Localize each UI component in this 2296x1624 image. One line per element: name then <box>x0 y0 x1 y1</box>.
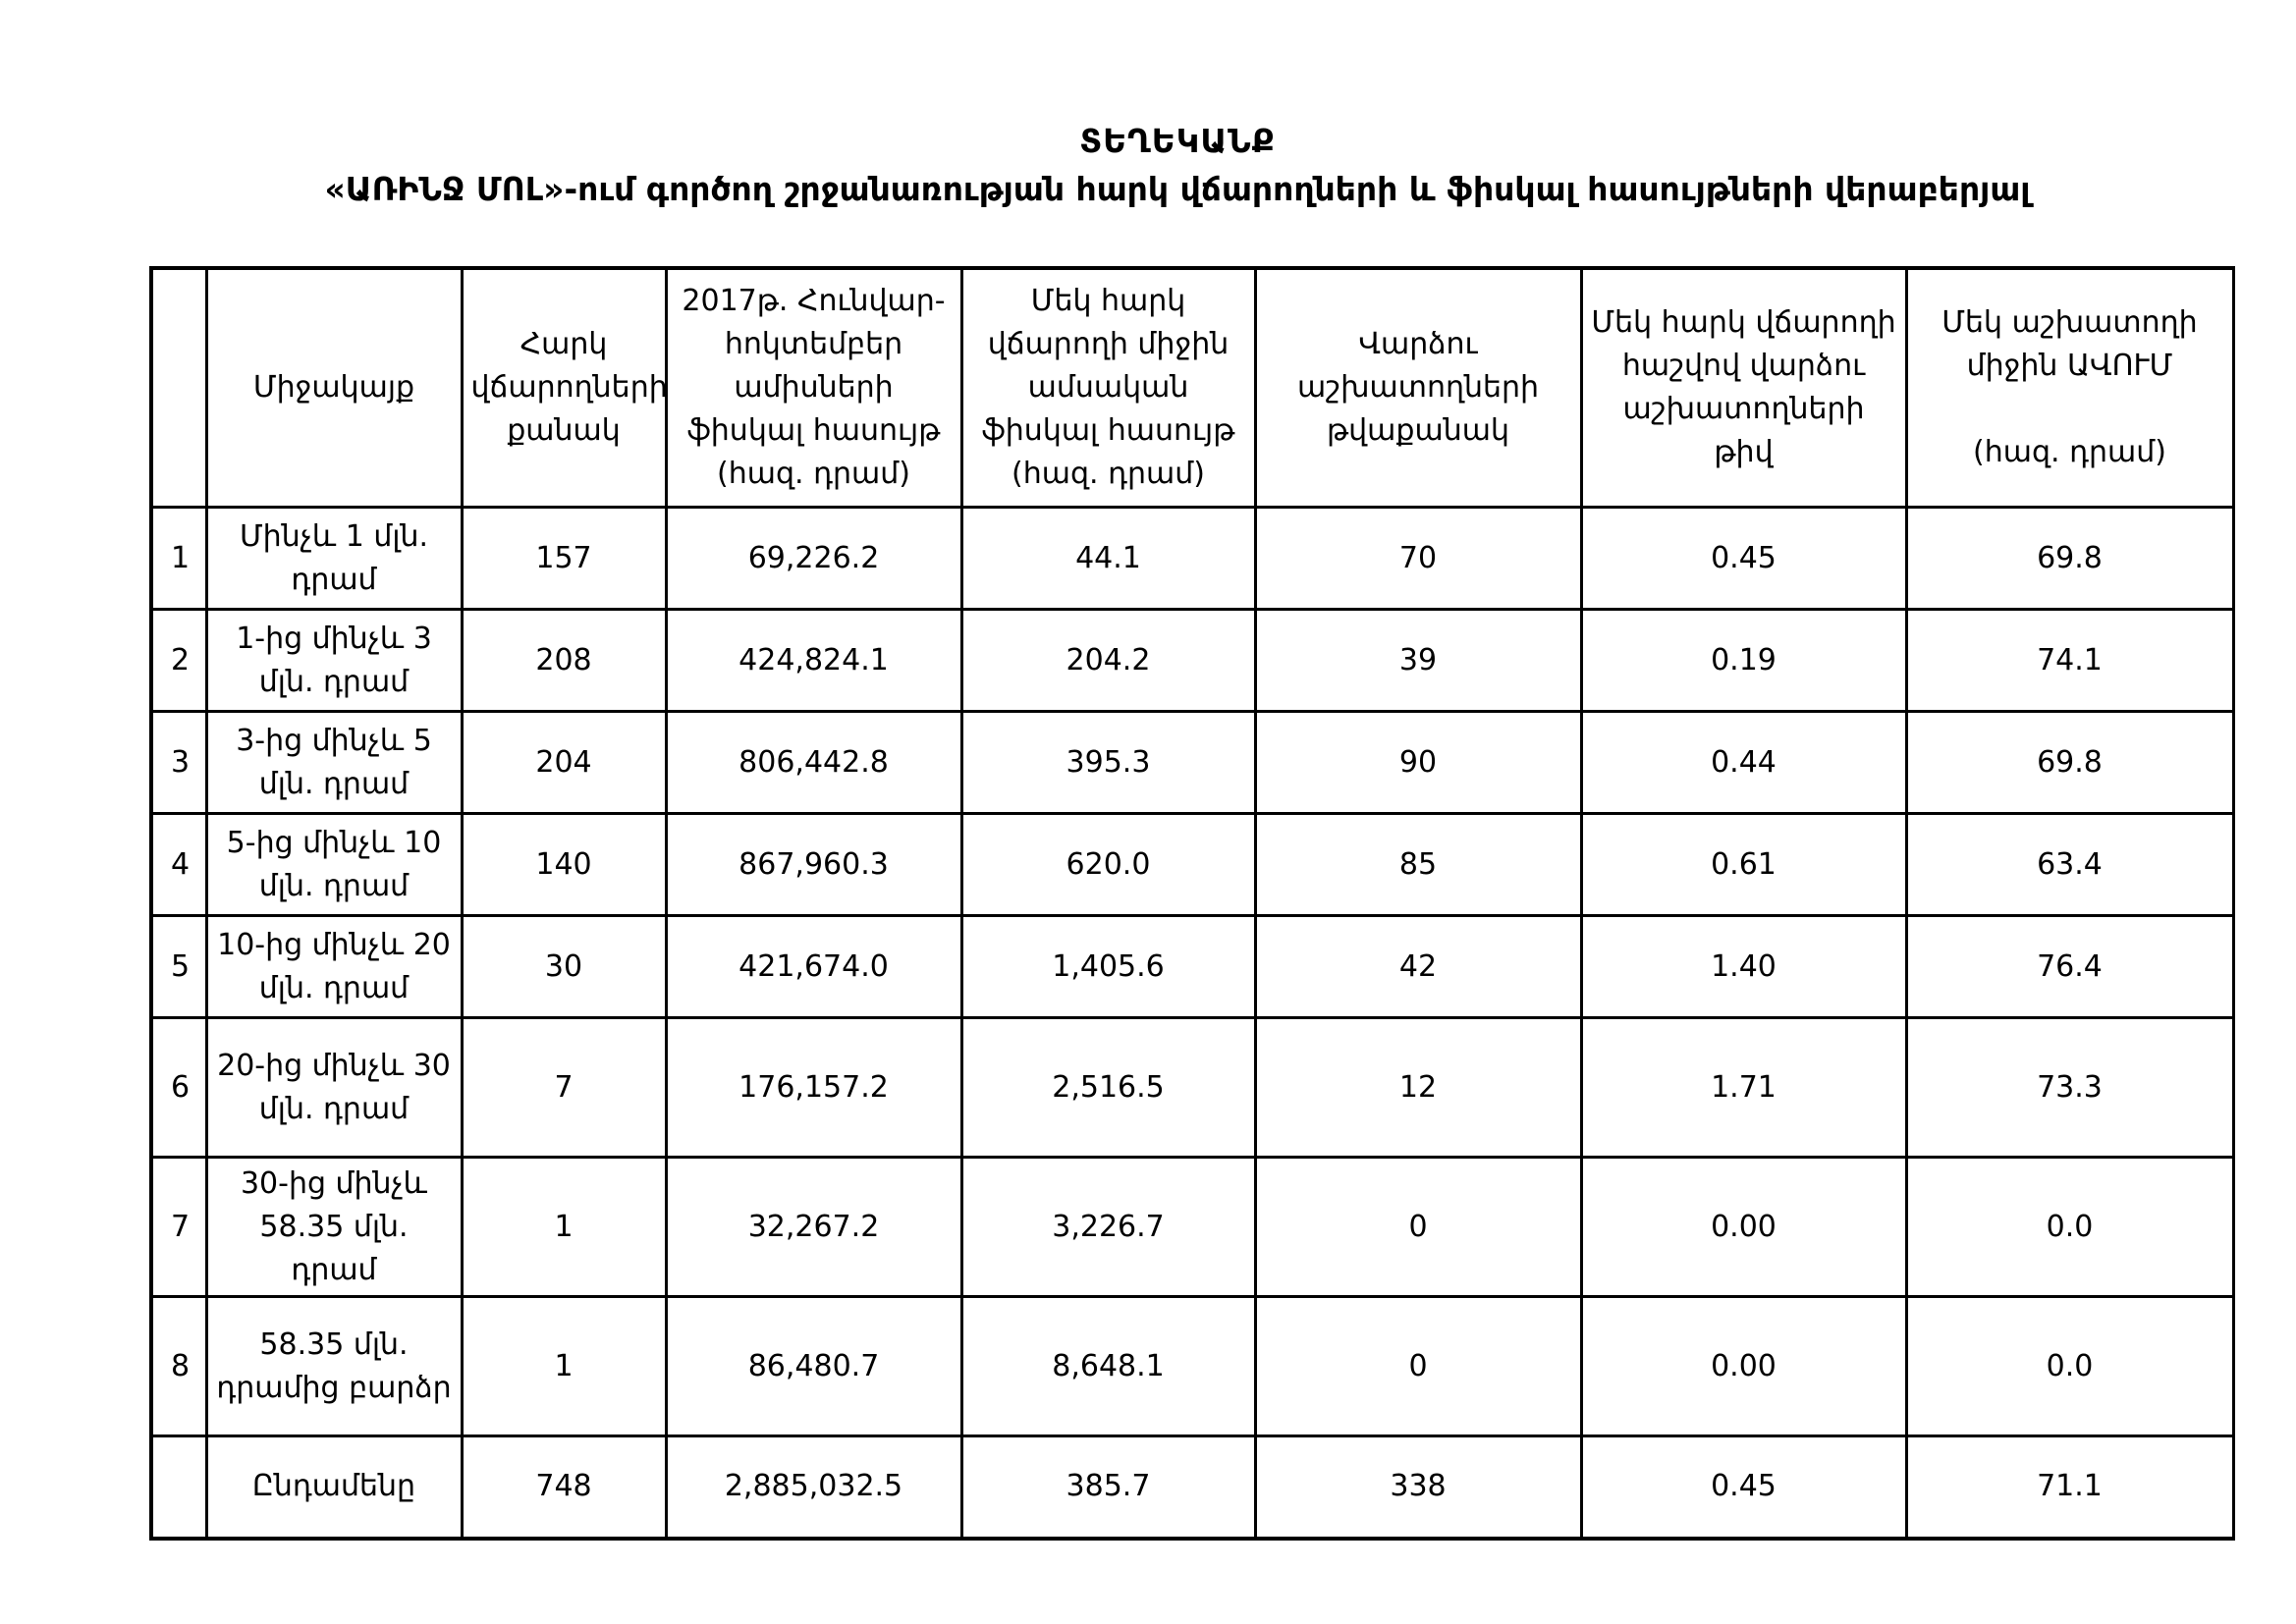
table-row <box>151 1158 2233 1297</box>
employees-cell: 42 <box>1255 916 1581 1018</box>
per-payer-cell: 0.00 <box>1581 1297 1906 1436</box>
payers-count-cell: 140 <box>462 814 666 916</box>
per-payer-cell: 0.44 <box>1581 712 1906 814</box>
range-cell: 10-ից մինչև 20 մլն. դրամ <box>206 916 462 1018</box>
avg-monthly-cell: 8,648.1 <box>961 1297 1255 1436</box>
range-cell: 5-ից մինչև 10 մլն. դրամ <box>206 814 462 916</box>
header-cell-avg-monthly: Մեկ հարկ վճարողի միջին ամսական ֆիսկալ հասույթ (հազ. դրամ) <box>961 268 1255 508</box>
row-number-cell: 1 <box>151 508 206 610</box>
table-row <box>151 712 2233 814</box>
employees-cell: 12 <box>1255 1018 1581 1158</box>
header-cell-number <box>151 268 206 508</box>
total-row <box>151 1436 2233 1539</box>
row-number-cell: 8 <box>151 1297 206 1436</box>
header-cell-avum: Մեկ աշխատողի միջին ԱՎՈՒՄ (հազ. դրամ) <box>1906 268 2233 508</box>
employees-cell: 39 <box>1255 610 1581 712</box>
payers-count-cell: 157 <box>462 508 666 610</box>
avum-cell: 0.0 <box>1906 1297 2233 1436</box>
avg-monthly-cell: 385.7 <box>961 1436 1255 1539</box>
avum-cell: 63.4 <box>1906 814 2233 916</box>
payers-count-cell: 1 <box>462 1158 666 1297</box>
per-payer-cell: 0.19 <box>1581 610 1906 712</box>
revenue-cell: 421,674.0 <box>666 916 961 1018</box>
avum-cell: 69.8 <box>1906 508 2233 610</box>
table-row <box>151 1297 2233 1436</box>
avum-cell: 76.4 <box>1906 916 2233 1018</box>
avg-monthly-cell: 2,516.5 <box>961 1018 1255 1158</box>
range-cell: 20-ից մինչև 30 մլն. դրամ <box>206 1018 462 1158</box>
table-row <box>151 610 2233 712</box>
range-cell: Ընդամենը <box>206 1436 462 1539</box>
avum-cell: 73.3 <box>1906 1018 2233 1158</box>
avg-monthly-cell: 1,405.6 <box>961 916 1255 1018</box>
payers-count-cell: 7 <box>462 1018 666 1158</box>
per-payer-cell: 1.71 <box>1581 1018 1906 1158</box>
avum-cell: 0.0 <box>1906 1158 2233 1297</box>
per-payer-cell: 1.40 <box>1581 916 1906 1018</box>
revenue-cell: 32,267.2 <box>666 1158 961 1297</box>
avum-cell: 69.8 <box>1906 712 2233 814</box>
row-number-cell: 4 <box>151 814 206 916</box>
row-number-cell: 5 <box>151 916 206 1018</box>
header-cell-per-payer: Մեկ հարկ վճարողի հաշվով վարձու աշխատողների թիվ <box>1581 268 1906 508</box>
table-row <box>151 916 2233 1018</box>
table-row <box>151 1018 2233 1158</box>
payers-count-cell: 204 <box>462 712 666 814</box>
row-number-cell: 6 <box>151 1018 206 1158</box>
document-title: ՏԵՂԵԿԱՆՔ <box>1079 122 1276 160</box>
employees-cell: 70 <box>1255 508 1581 610</box>
revenue-cell: 86,480.7 <box>666 1297 961 1436</box>
revenue-cell: 806,442.8 <box>666 712 961 814</box>
table-body <box>151 508 2233 1539</box>
range-cell: 1-ից մինչև 3 մլն. դրամ <box>206 610 462 712</box>
payers-count-cell: 1 <box>462 1297 666 1436</box>
per-payer-cell: 0.45 <box>1581 1436 1906 1539</box>
row-number-cell: 2 <box>151 610 206 712</box>
per-payer-cell: 0.00 <box>1581 1158 1906 1297</box>
revenue-cell: 176,157.2 <box>666 1018 961 1158</box>
avum-cell: 71.1 <box>1906 1436 2233 1539</box>
avg-monthly-cell: 44.1 <box>961 508 1255 610</box>
payers-count-cell: 30 <box>462 916 666 1018</box>
employees-cell: 0 <box>1255 1158 1581 1297</box>
employees-cell: 85 <box>1255 814 1581 916</box>
range-cell: 30-ից մինչև 58.35 մլն. դրամ <box>206 1158 462 1297</box>
avum-cell: 74.1 <box>1906 610 2233 712</box>
document-header <box>0 120 2296 214</box>
revenue-cell: 2,885,032.5 <box>666 1436 961 1539</box>
header-cell-payers: Հարկ վճարողների քանակ <box>462 268 666 508</box>
row-number-cell: 3 <box>151 712 206 814</box>
table-row <box>151 508 2233 610</box>
header-row <box>151 268 2233 508</box>
per-payer-cell: 0.61 <box>1581 814 1906 916</box>
avg-monthly-cell: 620.0 <box>961 814 1255 916</box>
header-cell-revenue: 2017թ. Հունվար-հոկտեմբեր ամիսների ֆիսկալ հասույթ (հազ. դրամ) <box>666 268 961 508</box>
revenue-cell: 867,960.3 <box>666 814 961 916</box>
range-cell: Մինչև 1 մլն. դրամ <box>206 508 462 610</box>
employees-cell: 338 <box>1255 1436 1581 1539</box>
per-payer-cell: 0.45 <box>1581 508 1906 610</box>
revenue-cell: 69,226.2 <box>666 508 961 610</box>
range-cell: 3-ից մինչև 5 մլն. դրամ <box>206 712 462 814</box>
tax-payers-table <box>149 266 2235 1541</box>
row-number-cell: 7 <box>151 1158 206 1297</box>
employees-cell: 90 <box>1255 712 1581 814</box>
avg-monthly-cell: 395.3 <box>961 712 1255 814</box>
avg-monthly-cell: 204.2 <box>961 610 1255 712</box>
row-number-cell <box>151 1436 206 1539</box>
table-row <box>151 814 2233 916</box>
employees-cell: 0 <box>1255 1297 1581 1436</box>
payers-count-cell: 748 <box>462 1436 666 1539</box>
header-cell-range: Միջակայք <box>206 268 462 508</box>
payers-count-cell: 208 <box>462 610 666 712</box>
document-subtitle: «ԱՌԻՆՋ ՄՈԼ»-ում գործող շրջանառության հարկ վճարողների և ֆիսկալ հասույթների վերաբերյալ <box>324 170 2031 208</box>
revenue-cell: 424,824.1 <box>666 610 961 712</box>
header-cell-employees: Վարձու աշխատողների թվաքանակ <box>1255 268 1581 508</box>
avg-monthly-cell: 3,226.7 <box>961 1158 1255 1297</box>
range-cell: 58.35 մլն. դրամից բարձր <box>206 1297 462 1436</box>
